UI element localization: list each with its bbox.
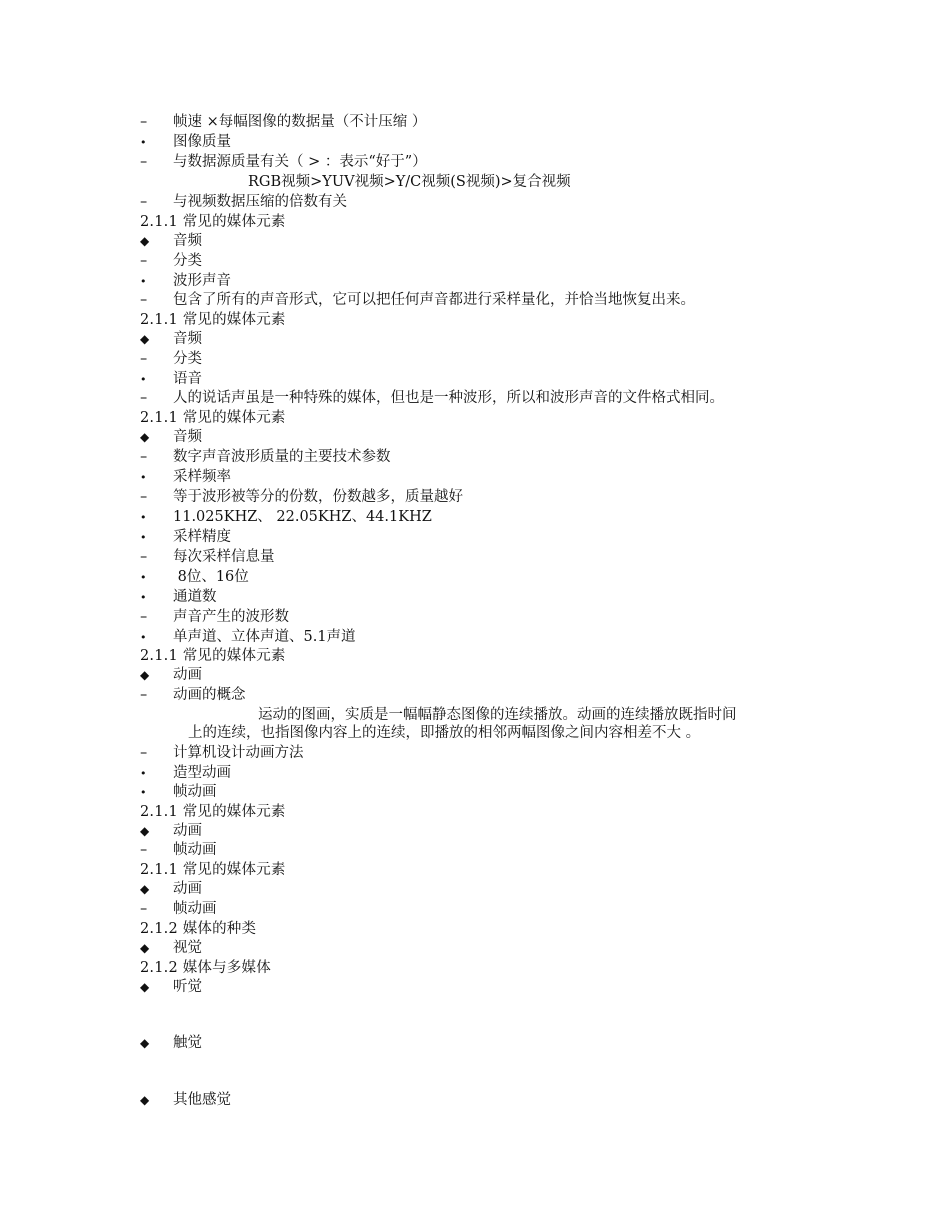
line-text: 2.1.1 常见的媒体元素 [140, 410, 286, 426]
line-text: 动画 [173, 881, 202, 897]
dash-bullet-icon: – [140, 114, 148, 130]
dash-bullet-icon: – [140, 390, 148, 406]
text-line [140, 547, 275, 567]
line-text: 与数据源质量有关（ > ：表示“好于”） [173, 154, 427, 170]
line-text: 分类 [173, 351, 202, 367]
line-text: 2.1.2 媒体的种类 [140, 921, 257, 937]
line-text: 图像质量 [173, 134, 231, 150]
dot-bullet-icon: • [140, 275, 147, 288]
text-line [140, 763, 231, 783]
line-text: 触觉 [173, 1035, 202, 1051]
text-line [140, 685, 246, 705]
line-text: 计算机设计动画方法 [173, 745, 304, 761]
line-text: 8位、16位 [173, 569, 249, 585]
diamond-bullet-icon: ◆ [140, 234, 150, 248]
text-line [140, 705, 737, 725]
text-line [140, 467, 231, 487]
diamond-bullet-icon: ◆ [140, 824, 150, 838]
text-line [140, 743, 304, 763]
line-text: 造型动画 [173, 765, 231, 781]
section-heading [140, 408, 286, 428]
diamond-bullet-icon: ◆ [140, 1093, 150, 1107]
text-line [140, 172, 571, 192]
text-line [140, 447, 391, 467]
line-text: 帧速 ×每幅图像的数据量（不计压缩 ） [173, 114, 427, 130]
dash-bullet-icon: – [140, 842, 148, 858]
line-text: 数字声音波形质量的主要技术参数 [173, 449, 391, 465]
dash-bullet-icon: – [140, 609, 148, 625]
dash-bullet-icon: – [140, 687, 148, 703]
dot-bullet-icon: • [140, 511, 147, 524]
text-line [140, 567, 249, 587]
line-text: 采样频率 [173, 469, 231, 485]
text-line [140, 388, 724, 408]
section-heading [140, 958, 271, 978]
line-text: 音频 [173, 429, 202, 445]
line-text: 与视频数据压缩的倍数有关 [173, 194, 347, 210]
line-text: 2.1.1 常见的媒体元素 [140, 648, 286, 664]
diamond-bullet-icon: ◆ [140, 941, 150, 955]
line-text: 2.1.2 媒体与多媒体 [140, 960, 271, 976]
dot-bullet-icon: • [140, 786, 147, 799]
section-heading [140, 802, 286, 822]
dash-bullet-icon: – [140, 292, 148, 308]
text-line [140, 487, 463, 507]
line-text: 听觉 [173, 979, 202, 995]
line-text: 2.1.1 常见的媒体元素 [140, 804, 286, 820]
dash-bullet-icon: – [140, 449, 148, 465]
dash-bullet-icon: – [140, 351, 148, 367]
dot-bullet-icon: • [140, 373, 147, 386]
diamond-bullet-icon: ◆ [140, 882, 150, 896]
dash-bullet-icon: – [140, 901, 148, 917]
text-line [140, 1033, 202, 1053]
line-text: 单声道、立体声道、5.1声道 [173, 629, 356, 645]
line-text: 运动的图画，实质是一幅幅静态图像的连续播放。动画的连续播放既指时间 [258, 707, 737, 723]
line-text: 11.025KHZ、 22.05KHZ、44.1KHZ [173, 509, 432, 525]
section-heading [140, 860, 286, 880]
line-text: 动画 [173, 823, 202, 839]
text-line [140, 507, 432, 527]
line-text: 分类 [173, 253, 202, 269]
text-line [140, 192, 347, 212]
section-heading [140, 310, 286, 330]
line-text: 帧动画 [173, 784, 217, 800]
line-text: 音频 [173, 233, 202, 249]
dot-bullet-icon: • [140, 471, 147, 484]
text-line [140, 290, 695, 310]
line-text: 人的说话声虽是一种特殊的媒体，但也是一种波形，所以和波形声音的文件格式相同。 [173, 390, 724, 406]
text-line [140, 251, 202, 271]
diamond-bullet-icon: ◆ [140, 668, 150, 682]
text-line [140, 112, 426, 132]
dash-bullet-icon: – [140, 489, 148, 505]
line-text: 2.1.1 常见的媒体元素 [140, 862, 286, 878]
dash-bullet-icon: – [140, 253, 148, 269]
line-text: 语音 [173, 371, 202, 387]
line-text: 音频 [173, 331, 202, 347]
line-text: 包含了所有的声音形式，它可以把任何声音都进行采样量化，并恰当地恢复出来。 [173, 292, 695, 308]
line-text: 帧动画 [173, 842, 217, 858]
text-line [140, 231, 202, 251]
line-text: 波形声音 [173, 273, 231, 289]
text-line [140, 152, 427, 172]
section-heading [140, 919, 256, 939]
line-text: 帧动画 [173, 901, 217, 917]
dash-bullet-icon: – [140, 549, 148, 565]
text-line [140, 587, 217, 607]
dash-bullet-icon: – [140, 745, 148, 761]
text-line [140, 271, 231, 291]
text-line [140, 1090, 231, 1110]
dot-bullet-icon: • [140, 531, 147, 544]
dot-bullet-icon: • [140, 631, 147, 644]
line-text: 上的连续，也指图像内容上的连续，即播放的相邻两幅图像之间内容相差不大 。 [188, 725, 701, 741]
line-text: 采样精度 [173, 529, 231, 545]
text-line [140, 527, 231, 547]
line-text: RGB视频>YUV视频>Y/C视频(S视频)>复合视频 [248, 174, 571, 190]
text-line [140, 782, 217, 802]
section-heading [140, 212, 286, 232]
line-text: 通道数 [173, 589, 217, 605]
text-line [140, 627, 356, 647]
dash-bullet-icon: – [140, 194, 148, 210]
line-text: 视觉 [173, 940, 202, 956]
line-text: 声音产生的波形数 [173, 609, 289, 625]
text-line [140, 879, 202, 899]
text-line [140, 132, 231, 152]
line-text: 等于波形被等分的份数，份数越多，质量越好 [173, 489, 463, 505]
section-heading [140, 646, 286, 666]
line-text: 动画 [173, 667, 202, 683]
dot-bullet-icon: • [140, 591, 147, 604]
text-line [140, 369, 202, 389]
text-line [140, 840, 217, 860]
text-line [140, 899, 217, 919]
text-line [140, 427, 202, 447]
dot-bullet-icon: • [140, 571, 147, 584]
dot-bullet-icon: • [140, 136, 147, 149]
diamond-bullet-icon: ◆ [140, 332, 150, 346]
text-line [140, 665, 202, 685]
dash-bullet-icon: – [140, 154, 148, 170]
text-line [140, 977, 202, 997]
diamond-bullet-icon: ◆ [140, 1036, 150, 1050]
text-line [140, 723, 700, 743]
dot-bullet-icon: • [140, 767, 147, 780]
line-text: 其他感觉 [173, 1092, 231, 1108]
line-text: 动画的概念 [173, 687, 246, 703]
line-text: 2.1.1 常见的媒体元素 [140, 214, 286, 230]
text-line [140, 607, 289, 627]
text-line [140, 821, 202, 841]
text-line [140, 329, 202, 349]
diamond-bullet-icon: ◆ [140, 980, 150, 994]
diamond-bullet-icon: ◆ [140, 430, 150, 444]
text-line [140, 938, 202, 958]
line-text: 2.1.1 常见的媒体元素 [140, 312, 286, 328]
line-text: 每次采样信息量 [173, 549, 275, 565]
text-line [140, 349, 202, 369]
